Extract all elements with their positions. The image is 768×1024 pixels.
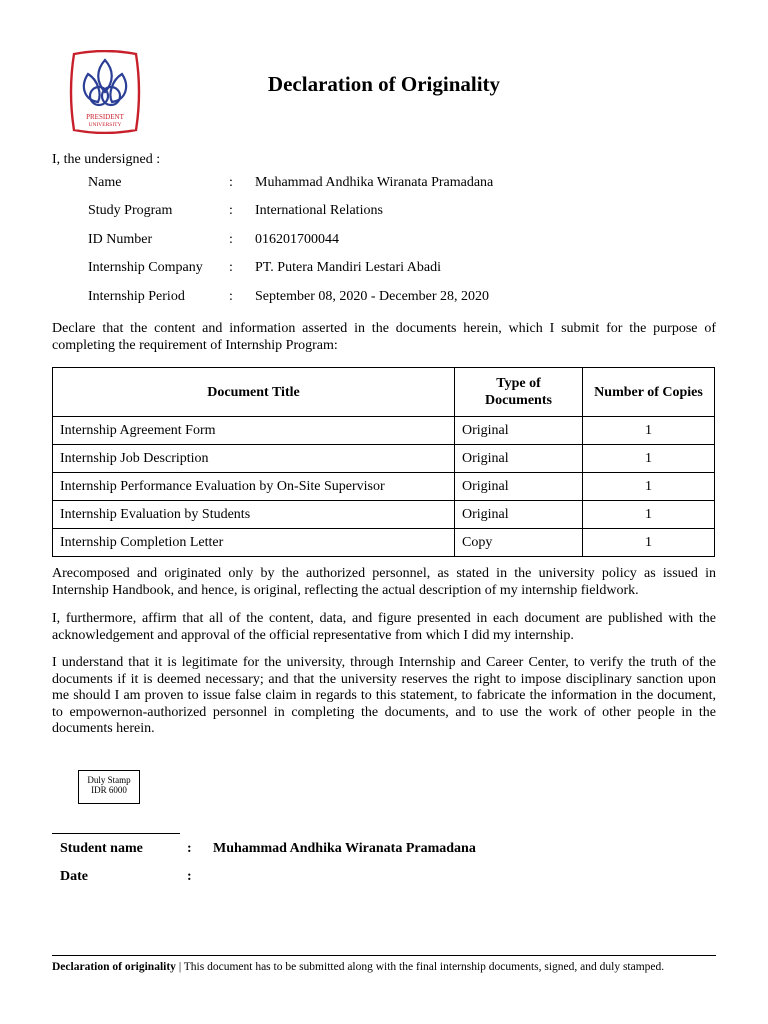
table-row: Internship Evaluation by Students Original 1 [53,501,715,529]
page-title: Declaration of Originality [267,72,501,96]
documents-table [52,367,715,557]
header-type-of-documents: Type of Documents [455,368,583,417]
table-row: Internship Agreement Form Original 1 [53,417,715,445]
signature-line [52,833,180,834]
paragraph-understand: I understand that it is legitimate for the university, through Internship and Career Center, to verify the truth of the documents if it is deemed necessary; and that the university reserves the right to impose disciplinary sanction upon me should I am proven to issue false claim in regards to this statement, to fabricate the information in the document, to empowernon-authorized personnel in completing the documents, and to use the work of other people in the documents herein. [52,655,716,736]
paragraph-composed: Arecomposed and originated only by the authorized personnel, as stated in the university policy as issued in Internship Handbook, and hence, is original, reflecting the actual description of my internship fieldwork. [52,566,716,598]
svg-text:UNIVERSITY: UNIVERSITY [88,122,122,128]
stamp-box: Duly Stamp IDR 6000 [78,770,140,804]
table-row: Internship Performance Evaluation by On-Site Supervisor Original 1 [53,473,715,501]
footer-divider [52,955,716,956]
svg-text:PRESIDENT: PRESIDENT [86,113,124,121]
footer-note: Declaration of originality | This document has to be submitted along with the final internship documents, signed, and duly stamped. [52,961,665,973]
header-number-of-copies: Number of Copies [583,368,715,417]
table-row: Internship Completion Letter Copy 1 [53,529,715,557]
intro-text: I, the undersigned : [52,152,161,167]
table-header-row [53,368,715,417]
declare-paragraph: Declare that the content and information asserted in the documents herein, which I submit for the purpose of completing the requirement of Internship Program: [52,321,716,353]
header-document-title: Document Title [53,368,455,417]
table-row: Internship Job Description Original 1 [53,445,715,473]
paragraph-affirm: I, furthermore, affirm that all of the content, data, and figure presented in each document are published with the acknowledgement and approval of the official representative from which I did my internship. [52,611,716,643]
